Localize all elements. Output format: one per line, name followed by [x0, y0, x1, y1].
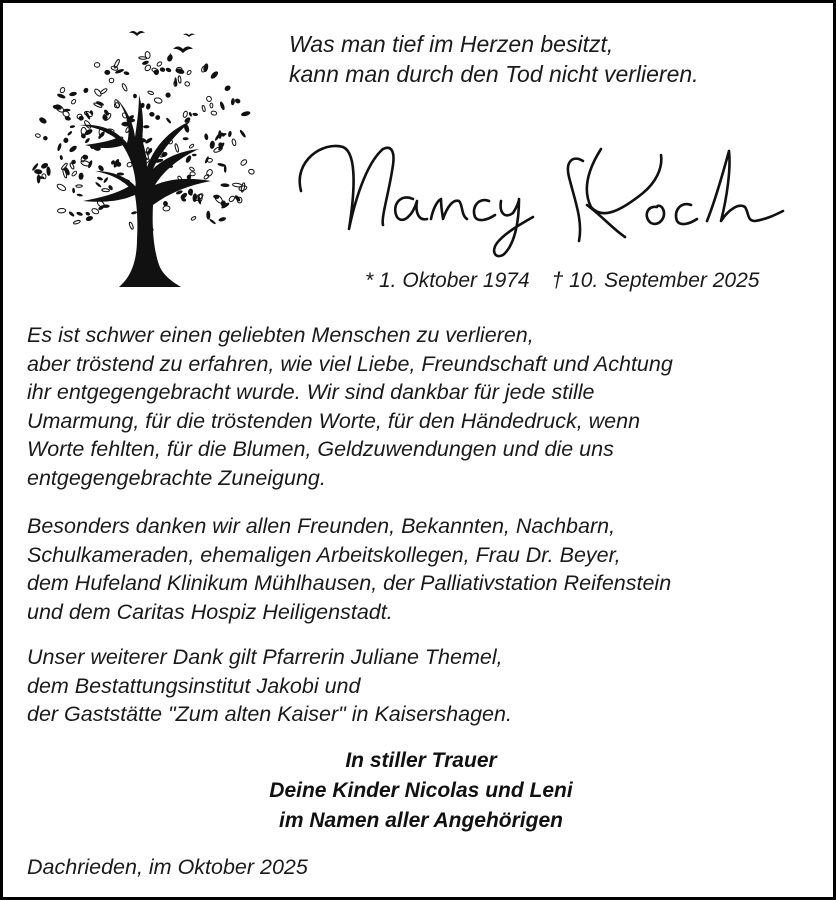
leaf: [35, 133, 41, 138]
leaf: [76, 185, 82, 188]
quote-line: Was man tief im Herzen besitzt,: [289, 31, 614, 57]
leaf: [240, 110, 250, 117]
special-thanks-paragraph: [27, 512, 671, 626]
leaf: [102, 204, 109, 208]
leaf: [104, 70, 110, 75]
leaf: [71, 170, 77, 176]
leaf: [218, 216, 227, 222]
text-line: Es ist schwer einen geliebten Menschen zu verlieren,: [27, 323, 534, 347]
leaf: [67, 130, 73, 136]
leaf: [228, 131, 232, 138]
leaf: [189, 166, 195, 171]
leaf: [189, 144, 194, 149]
leaf: [206, 211, 210, 220]
signature-block: [3, 746, 836, 836]
further-thanks-paragraph: [27, 643, 512, 729]
text-line: Besonders danken wir allen Freunden, Bekannten, Nachbarn,: [27, 514, 616, 538]
leaf: [123, 71, 129, 76]
leaf: [209, 140, 215, 149]
leaf: [143, 125, 149, 128]
leaf: [78, 172, 84, 180]
leaf: [121, 83, 128, 92]
leaf: [159, 67, 166, 73]
leaf: [69, 91, 77, 97]
quote-line: kann man durch den Tod nicht verlieren.: [289, 61, 699, 87]
leaf: [165, 117, 171, 124]
signature-line: In stiller Trauer: [345, 749, 497, 772]
leaf: [240, 159, 248, 167]
leaf: [163, 206, 170, 212]
leaf: [85, 215, 93, 222]
leaf: [192, 154, 197, 157]
quote: [289, 29, 699, 89]
leaf: [206, 96, 212, 103]
thanks-paragraph: [27, 321, 673, 492]
leaf: [147, 90, 154, 95]
leaf: [133, 93, 138, 98]
leaf: [209, 218, 217, 225]
leaf: [59, 155, 63, 160]
leaf: [232, 183, 242, 188]
leaf: [59, 87, 65, 94]
leaf: [192, 112, 198, 116]
leaf: [154, 97, 163, 104]
leaf: [96, 176, 103, 181]
leaf: [149, 112, 155, 117]
leaf: [76, 211, 83, 217]
leaf: [97, 164, 105, 172]
leaf: [185, 155, 193, 164]
leaf: [174, 143, 179, 152]
leaf: [84, 137, 90, 144]
leaf: [63, 137, 69, 144]
leaf: [76, 193, 83, 197]
leaf: [38, 116, 48, 125]
leaf: [37, 174, 41, 183]
leaf: [191, 216, 197, 221]
leaf: [220, 183, 229, 187]
leaf: [68, 211, 75, 218]
leaf: [190, 172, 195, 176]
text-line: Unser weiterer Dank gilt Pfarrerin Juliane Themel,: [27, 645, 503, 669]
leaf: [70, 125, 76, 129]
text-line: Schulkameraden, ehemaligen Arbeitskollegen, Frau Dr. Beyer,: [27, 542, 621, 567]
leaf: [34, 169, 43, 175]
text-line: der Gaststätte "Zum alten Kaiser" in Kaisershagen.: [27, 702, 512, 726]
leaf: [202, 105, 206, 112]
leaf: [57, 143, 63, 152]
leaf: [72, 188, 75, 194]
leaf: [103, 177, 109, 184]
leaf: [210, 103, 213, 108]
place-date: Dachrieden, im Oktober 2025: [27, 855, 308, 879]
leaf: [91, 208, 99, 215]
leaf: [73, 220, 81, 225]
leaf: [56, 183, 67, 192]
signature-line: im Namen aller Angehörigen: [279, 809, 563, 832]
leaf: [144, 64, 152, 72]
leaf: [156, 61, 162, 67]
leaf: [224, 84, 232, 92]
life-dates: [365, 269, 759, 293]
death-date: † 10. September 2025: [551, 269, 760, 292]
leaf: [234, 98, 241, 105]
text-line: und dem Caritas Hospiz Heiligenstadt.: [27, 599, 393, 624]
leaf: [187, 188, 193, 195]
leaf: [188, 112, 192, 117]
leaf: [56, 93, 66, 100]
leaf: [139, 57, 147, 60]
leaf: [93, 88, 102, 97]
leaf: [115, 68, 125, 74]
leaf: [183, 137, 189, 140]
leaf: [95, 181, 102, 188]
leaf: [238, 185, 247, 191]
leaf: [68, 144, 78, 153]
leaf: [209, 70, 219, 80]
text-line: entgegengebrachte Zuneigung.: [27, 465, 326, 490]
leaf: [186, 70, 192, 75]
leaf: [94, 62, 100, 67]
tree-of-life-icon: [23, 25, 273, 293]
leaf: [184, 81, 190, 87]
leaf: [102, 188, 110, 191]
text-line: dem Bestattungsinstitut Jakobi und: [27, 673, 361, 698]
text-line: Umarmung, für die tröstenden Worte, für den Händedruck, wenn: [27, 408, 641, 433]
leaf: [206, 169, 214, 177]
leaf: [165, 92, 170, 97]
leaf: [204, 133, 209, 140]
leaf: [165, 67, 172, 73]
leaf: [71, 99, 77, 105]
leaf: [211, 111, 217, 116]
leaf: [82, 154, 89, 160]
text-line: dem Hufeland Klinikum Mühlhausen, der Palliativstation Reifenstein: [27, 571, 672, 595]
leaf: [107, 184, 113, 191]
birth-date: * 1. Oktober 1974: [365, 269, 530, 292]
text-line: Worte fehlten, für die Blumen, Geldzuwendungen und die uns: [27, 437, 614, 461]
leaf: [82, 87, 89, 94]
text-line: aber tröstend zu erfahren, wie viel Liebe, Freundschaft und Achtung: [27, 351, 673, 376]
leaf: [178, 76, 181, 83]
deceased-name: [283, 121, 803, 261]
leaf: [239, 129, 247, 138]
leaf: [231, 139, 236, 146]
text-line: ihr entgegengebracht wurde. Wir sind dankbar für jede stille: [27, 380, 595, 404]
leaf: [146, 103, 152, 110]
leaf: [231, 98, 236, 106]
leaf: [129, 222, 134, 230]
leaf: [52, 104, 62, 110]
leaf: [109, 78, 114, 83]
leaf: [57, 208, 65, 213]
leaf: [224, 165, 227, 173]
leaf: [248, 169, 255, 175]
leaf: [154, 114, 161, 121]
leaf: [42, 135, 48, 141]
leaf: [85, 211, 91, 216]
leaf: [183, 111, 189, 118]
leaf: [228, 195, 235, 202]
leaf: [131, 211, 137, 215]
leaf: [46, 166, 51, 176]
signature-line: Deine Kinder Nicolas und Leni: [269, 779, 573, 802]
leaf: [219, 101, 226, 111]
